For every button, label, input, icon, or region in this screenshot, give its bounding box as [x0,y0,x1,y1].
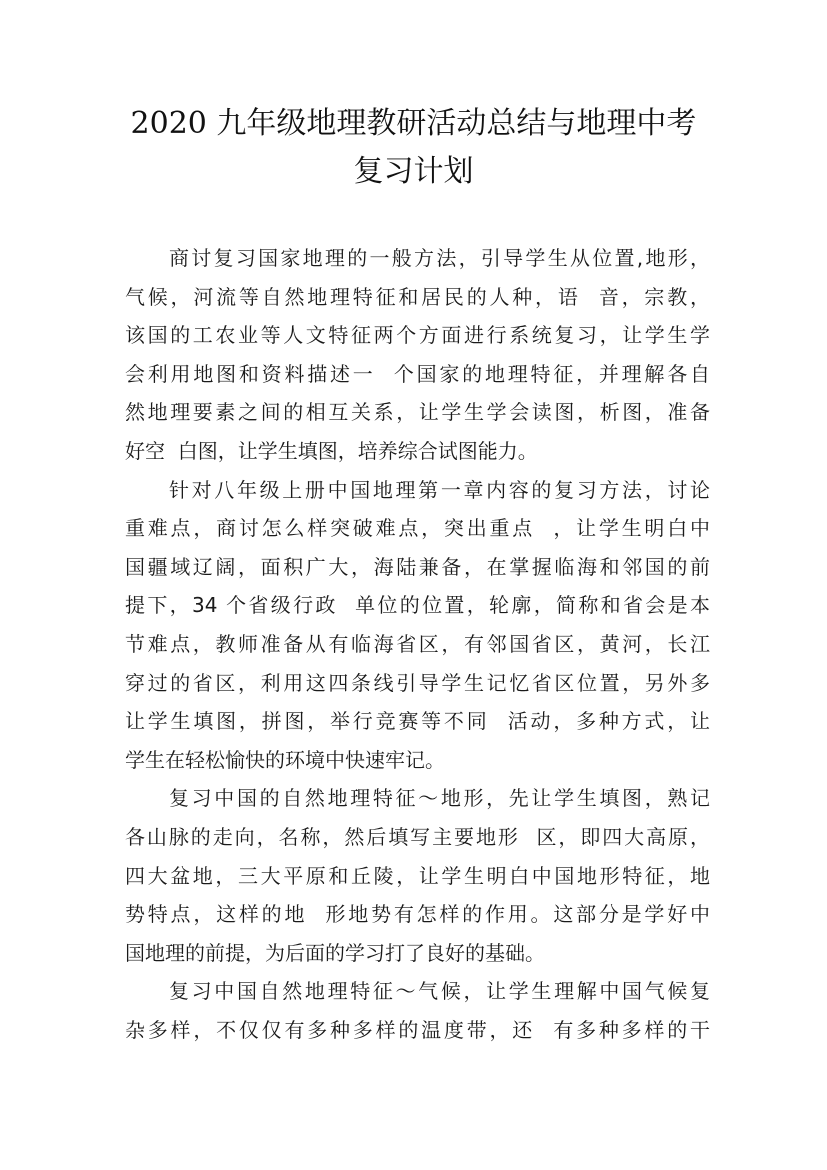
text-line: 该国的工农业等人文特征两个方面进行系统复习，让学生学 [125,323,710,348]
text-line: 复习中国自然地理特征～气候，让学生理解中国气候复 [169,979,710,1004]
text-line: 节难点，教师准备从有临海省区，有邻国省区，黄河，长江 [125,631,710,656]
text-line: 四大盆地，三大平原和丘陵，让学生明白中国地形特征，地 [125,863,710,888]
text-line: 杂多样，不仅仅有多种多样的温度带，还 有多种多样的干 [125,1017,710,1042]
text-line: 势特点，这样的地 形地势有怎样的作用。这部分是学好中 [125,902,710,927]
text-line: 会利用地图和资料描述一 个国家的地理特征，并理解各自 [125,361,710,386]
title-line-1: 2020 九年级地理教研活动总结与地理中考 [130,106,697,141]
paragraph-4 [125,972,710,1049]
text-line: 穿过的省区，利用这四条线引导学生记忆省区位置，另外多 [125,670,710,695]
text-line: 好空 白图，让学生填图，培养综合试图能力。 [125,438,538,463]
paragraph-1 [125,239,710,471]
paragraph-2 [125,471,710,780]
text-line: 重难点，商讨怎么样突破难点，突出重点 ，让学生明白中 [125,516,710,541]
text-line: 针对八年级上册中国地理第一章内容的复习方法，讨论 [169,477,710,502]
text-line: 让学生填图，拼图，举行竞赛等不同 活动，多种方式，让 [125,709,710,734]
title-line-2: 复习计划 [353,154,474,189]
text-line: 复习中国的自然地理特征～地形，先让学生填图，熟记 [169,786,710,811]
text-line: 商讨复习国家地理的一般方法，引导学生从位置,地形， [169,246,710,270]
text-line: 提下，34 个省级行政 单位的位置，轮廓，简称和省会是本 [125,593,710,618]
document-title [100,100,727,196]
text-line: 然地理要素之间的相互关系，让学生学会读图，析图，准备 [125,400,710,425]
document-body [125,239,710,1049]
text-line: 气候，河流等自然地理特征和居民的人种，语 音，宗教， [125,284,710,309]
text-line: 国地理的前提，为后面的学习打了良好的基础。 [125,940,545,965]
text-line: 学生在轻松愉快的环境中快速牢记。 [125,747,445,772]
paragraph-3 [125,779,710,972]
text-line: 国疆域辽阔，面积广大，海陆兼备，在掌握临海和邻国的前 [125,554,710,579]
text-line: 各山脉的走向，名称，然后填写主要地形 区，即四大高原， [125,824,710,849]
